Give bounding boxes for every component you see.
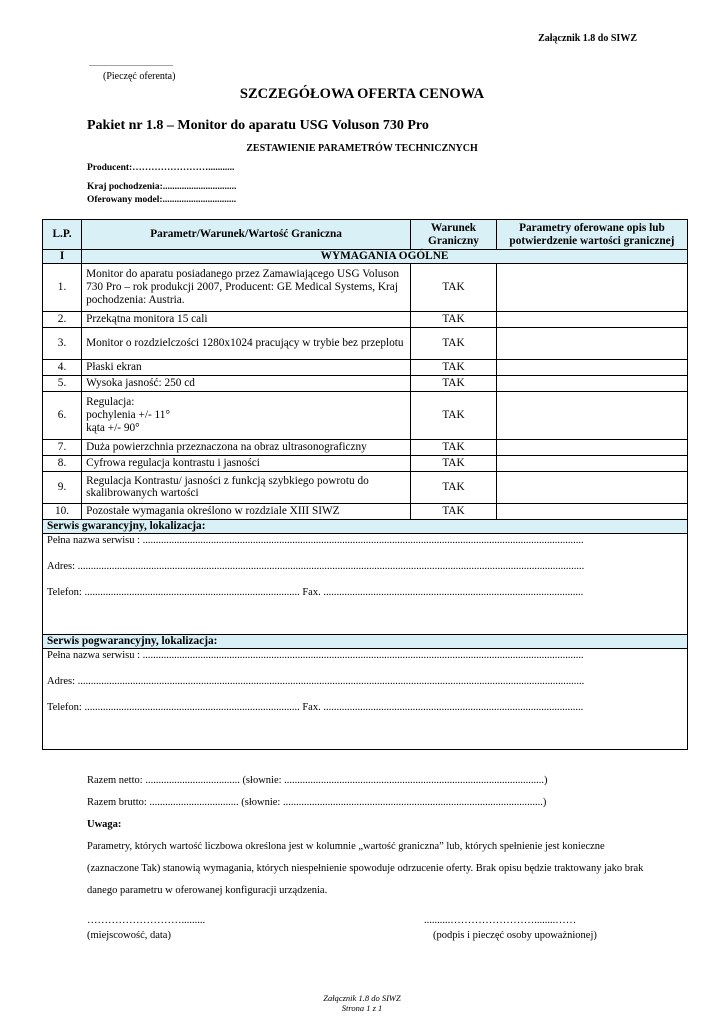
warranty-address-field[interactable]: Adres: .................................................................................................................................................................................................	[47, 560, 585, 572]
section-label: WYMAGANIA OGÓLNE	[82, 250, 688, 264]
row-number: 5.	[43, 375, 82, 391]
row-parameter: Pozostałe wymagania określono w rozdziale XIII SIWZ	[82, 503, 411, 519]
model-field[interactable]: Oferowany model:...............................	[87, 195, 237, 205]
table-row	[43, 375, 688, 391]
row-number: 9.	[43, 471, 82, 503]
warranty-header-row	[43, 519, 688, 533]
table-row	[43, 327, 688, 359]
post-warranty-heading: Serwis pogwarancyjny, lokalizacja:	[43, 634, 688, 648]
table-row	[43, 263, 688, 311]
row-condition: TAK	[411, 471, 497, 503]
requirement-rows	[43, 263, 688, 519]
footer-annex: Załącznik 1.8 do SIWZ	[323, 993, 401, 1003]
footer-page-number: Strona 1 z 1	[341, 1003, 383, 1013]
row-parameter: Przekątna monitora 15 cali	[82, 311, 411, 327]
row-number: 8.	[43, 455, 82, 471]
table-header-row	[43, 220, 688, 250]
row-condition: TAK	[411, 391, 497, 439]
total-gross-field[interactable]: Razem brutto: .................................. (słownie: ...................................................................................................)	[87, 797, 547, 808]
table-row	[43, 439, 688, 455]
table-row	[43, 503, 688, 519]
row-number: 3.	[43, 327, 82, 359]
row-condition: TAK	[411, 263, 497, 311]
row-condition: TAK	[411, 375, 497, 391]
table-row	[43, 455, 688, 471]
post-warranty-phone-fax-field[interactable]: Telefon: .................................................................................. Fax. ...................................................................................................	[47, 701, 584, 713]
post-warranty-header-row	[43, 634, 688, 648]
row-parameter: Duża powierzchnia przeznaczona na obraz ultrasonograficzny	[82, 439, 411, 455]
warranty-heading: Serwis gwarancyjny, lokalizacja:	[43, 519, 688, 533]
row-parameter: Monitor o rozdzielczości 1280x1024 pracujący w trybie bez przeplotu	[82, 327, 411, 359]
row-parameter: Regulacja: pochylenia +/- 11° kąta +/- 90°	[82, 391, 411, 439]
row-condition: TAK	[411, 503, 497, 519]
place-date-dots[interactable]: ……………………….........	[87, 915, 206, 926]
specification-table	[42, 219, 688, 750]
row-number: 6.	[43, 391, 82, 439]
header-offered: Parametry oferowane opis lub potwierdzenie wartości granicznej	[496, 220, 687, 250]
row-condition: TAK	[411, 311, 497, 327]
row-offered-value[interactable]	[496, 471, 687, 503]
post-warranty-body-row	[43, 648, 688, 749]
row-offered-value[interactable]	[496, 391, 687, 439]
row-number: 2.	[43, 311, 82, 327]
row-offered-value[interactable]	[496, 263, 687, 311]
post-warranty-service-name-field[interactable]: Pełna nazwa serwisu : ........................................................................................................................................................................	[47, 649, 584, 661]
stamp-dots: ..........................................	[89, 59, 173, 68]
signature-dots[interactable]: ..........……………………........……	[424, 915, 577, 926]
row-offered-value[interactable]	[496, 375, 687, 391]
row-condition: TAK	[411, 327, 497, 359]
row-parameter: Regulacja Kontrastu/ jasności z funkcją szybkiego powrotu do skalibrowanych wartości	[82, 471, 411, 503]
row-offered-value[interactable]	[496, 311, 687, 327]
header-param: Parametr/Warunek/Wartość Graniczna	[82, 220, 411, 250]
country-field[interactable]: Kraj pochodzenia:...............................	[87, 182, 237, 192]
place-date-label: (miejscowość, data)	[87, 930, 171, 941]
row-parameter: Monitor do aparatu posiadanego przez Zamawiającego USG Voluson 730 Pro – rok produkcji 2007, Producent: GE Medical Systems, Kraj pochodzenia: Austria.	[82, 263, 411, 311]
producer-field[interactable]: Producent:……………………...........	[87, 163, 235, 173]
header-lp: L.P.	[43, 220, 82, 250]
page-footer	[0, 993, 724, 1013]
package-title: Pakiet nr 1.8 – Monitor do aparatu USG Voluson 730 Pro	[87, 118, 429, 133]
row-number: 4.	[43, 359, 82, 375]
row-number: 1.	[43, 263, 82, 311]
signature-label: (podpis i pieczęć osoby upoważnionej)	[433, 930, 597, 941]
post-warranty-address-field[interactable]: Adres: .................................................................................................................................................................................................	[47, 675, 585, 687]
table-row	[43, 471, 688, 503]
section-row	[43, 250, 688, 264]
row-offered-value[interactable]	[496, 503, 687, 519]
row-offered-value[interactable]	[496, 455, 687, 471]
parameters-subtitle: ZESTAWIENIE PARAMETRÓW TECHNICZNYCH	[246, 143, 478, 154]
warranty-service-name-field[interactable]: Pełna nazwa serwisu : ........................................................................................................................................................................	[47, 534, 584, 546]
row-condition: TAK	[411, 455, 497, 471]
row-parameter: Cyfrowa regulacja kontrastu i jasności	[82, 455, 411, 471]
row-parameter: Wysoka jasność: 250 cd	[82, 375, 411, 391]
warranty-phone-fax-field[interactable]: Telefon: .................................................................................. Fax. ...................................................................................................	[47, 586, 584, 598]
note-text: Parametry, których wartość liczbowa określona jest w kolumnie „wartość graniczna” lub, których spełnienie jest konieczne (zaznaczone Tak) stanowią wymagania, których niespełnienie spowoduje odrzucenie oferty. Brak opisu będzie traktowany jako brak danego parametru w oferowanej konfiguracji urządzenia.	[87, 841, 644, 896]
row-offered-value[interactable]	[496, 439, 687, 455]
document-title: SZCZEGÓŁOWA OFERTA CENOWA	[239, 86, 485, 102]
row-condition: TAK	[411, 359, 497, 375]
header-warunek: Warunek Graniczny	[411, 220, 497, 250]
row-number: 7.	[43, 439, 82, 455]
table-row	[43, 359, 688, 375]
note-title: Uwaga:	[87, 819, 122, 830]
section-number: I	[43, 250, 82, 264]
row-number: 10.	[43, 503, 82, 519]
stamp-label: (Pieczęć oferenta)	[103, 71, 176, 82]
row-offered-value[interactable]	[496, 359, 687, 375]
total-net-field[interactable]: Razem netto: .................................... (słownie: ...................................................................................................)	[87, 775, 548, 786]
row-parameter: Płaski ekran	[82, 359, 411, 375]
table-row	[43, 391, 688, 439]
annex-label: Załącznik 1.8 do SIWZ	[538, 33, 637, 44]
row-offered-value[interactable]	[496, 327, 687, 359]
row-condition: TAK	[411, 439, 497, 455]
warranty-body-row	[43, 533, 688, 634]
table-row	[43, 311, 688, 327]
